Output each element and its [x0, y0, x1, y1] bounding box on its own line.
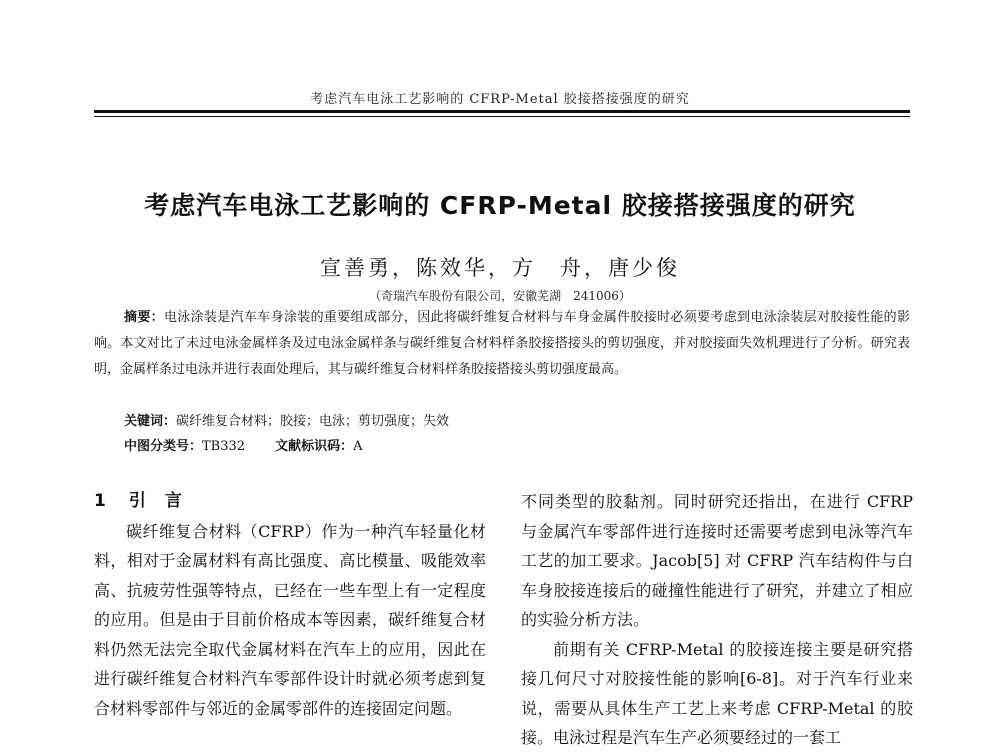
abstract	[94, 305, 910, 383]
author-list: 宣善勇，陈效华，方 舟，唐少俊	[320, 256, 680, 280]
paper-title: 考虑汽车电泳工艺影响的 CFRP-Metal 胶接搭接强度的研究	[144, 191, 856, 220]
keywords	[124, 412, 449, 432]
running-header: 考虑汽车电泳工艺影响的 CFRP-Metal 胶接搭接强度的研究	[310, 92, 690, 107]
abstract-label: 摘要：	[124, 310, 164, 325]
abstract-text: 电泳涂装是汽车车身涂装的重要组成部分，因此将碳纤维复合材料与车身金属件胶接时必须要考虑到电泳涂装层对胶接性能的影响。本文对比了未过电泳金属样条及过电泳金属样条与碳纤维复合材料样条胶接搭接头的剪切强度，并对胶接面失效机理进行了分析。研究表明，金属样条过电泳并进行表面处理后，其与碳纤维复合材料样条胶接搭接头剪切强度最高。	[94, 310, 910, 377]
intro-paragraph: 碳纤维复合材料（CFRP）作为一种汽车轻量化材料，相对于金属材料有高比强度、高比模量、吸能效率高、抗疲劳性强等特点，已经在一些车型上有一定程度的应用。但是由于目前价格成本等因素，碳纤维复合材料仍然无法完全取代金属材料在汽车上的应用，因此在进行碳纤维复合材料汽车零部件设计时就必须考虑到复合材料零部件与邻近的金属零部件的连接固定问题。	[94, 521, 486, 718]
header-rule-thin	[94, 116, 910, 117]
header-rule-thick	[94, 110, 910, 113]
doc-code-value: A	[353, 439, 363, 454]
keywords-label: 关键词：	[124, 414, 177, 429]
right-column	[521, 487, 913, 753]
classification-line	[124, 437, 362, 457]
right-paragraph-1: 不同类型的胶黏剂。同时研究还指出，在进行 CFRP 与金属汽车零部件进行连接时还需要考虑到电泳等汽车工艺的加工要求。Jacob[5] 对 CFRP 汽车结构件与白车身胶接连接后的碰撞性能进行了研究，并建立了相应的实验分析方法。	[521, 492, 913, 629]
affiliation: （奇瑞汽车股份有限公司，安徽芜湖 241006）	[369, 289, 631, 303]
section-heading-introduction	[94, 487, 486, 517]
keywords-text: 碳纤维复合材料；胶接；电泳；剪切强度；失效	[176, 414, 450, 429]
section-number: 1	[94, 491, 107, 511]
clc-label: 中图分类号：	[124, 439, 203, 454]
clc-value: TB332	[202, 439, 246, 454]
doc-code-label: 文献标识码：	[275, 439, 354, 454]
section-title: 引 言	[128, 491, 183, 511]
left-column	[94, 487, 486, 723]
right-paragraph-2: 前期有关 CFRP-Metal 的胶接连接主要是研究搭接几何尺寸对胶接性能的影响[6-8]。对于汽车行业来说，需要从具体生产工艺上来考虑 CFRP-Metal 的胶接。电泳过程是汽车生产必须要经过的一套工	[521, 639, 913, 747]
